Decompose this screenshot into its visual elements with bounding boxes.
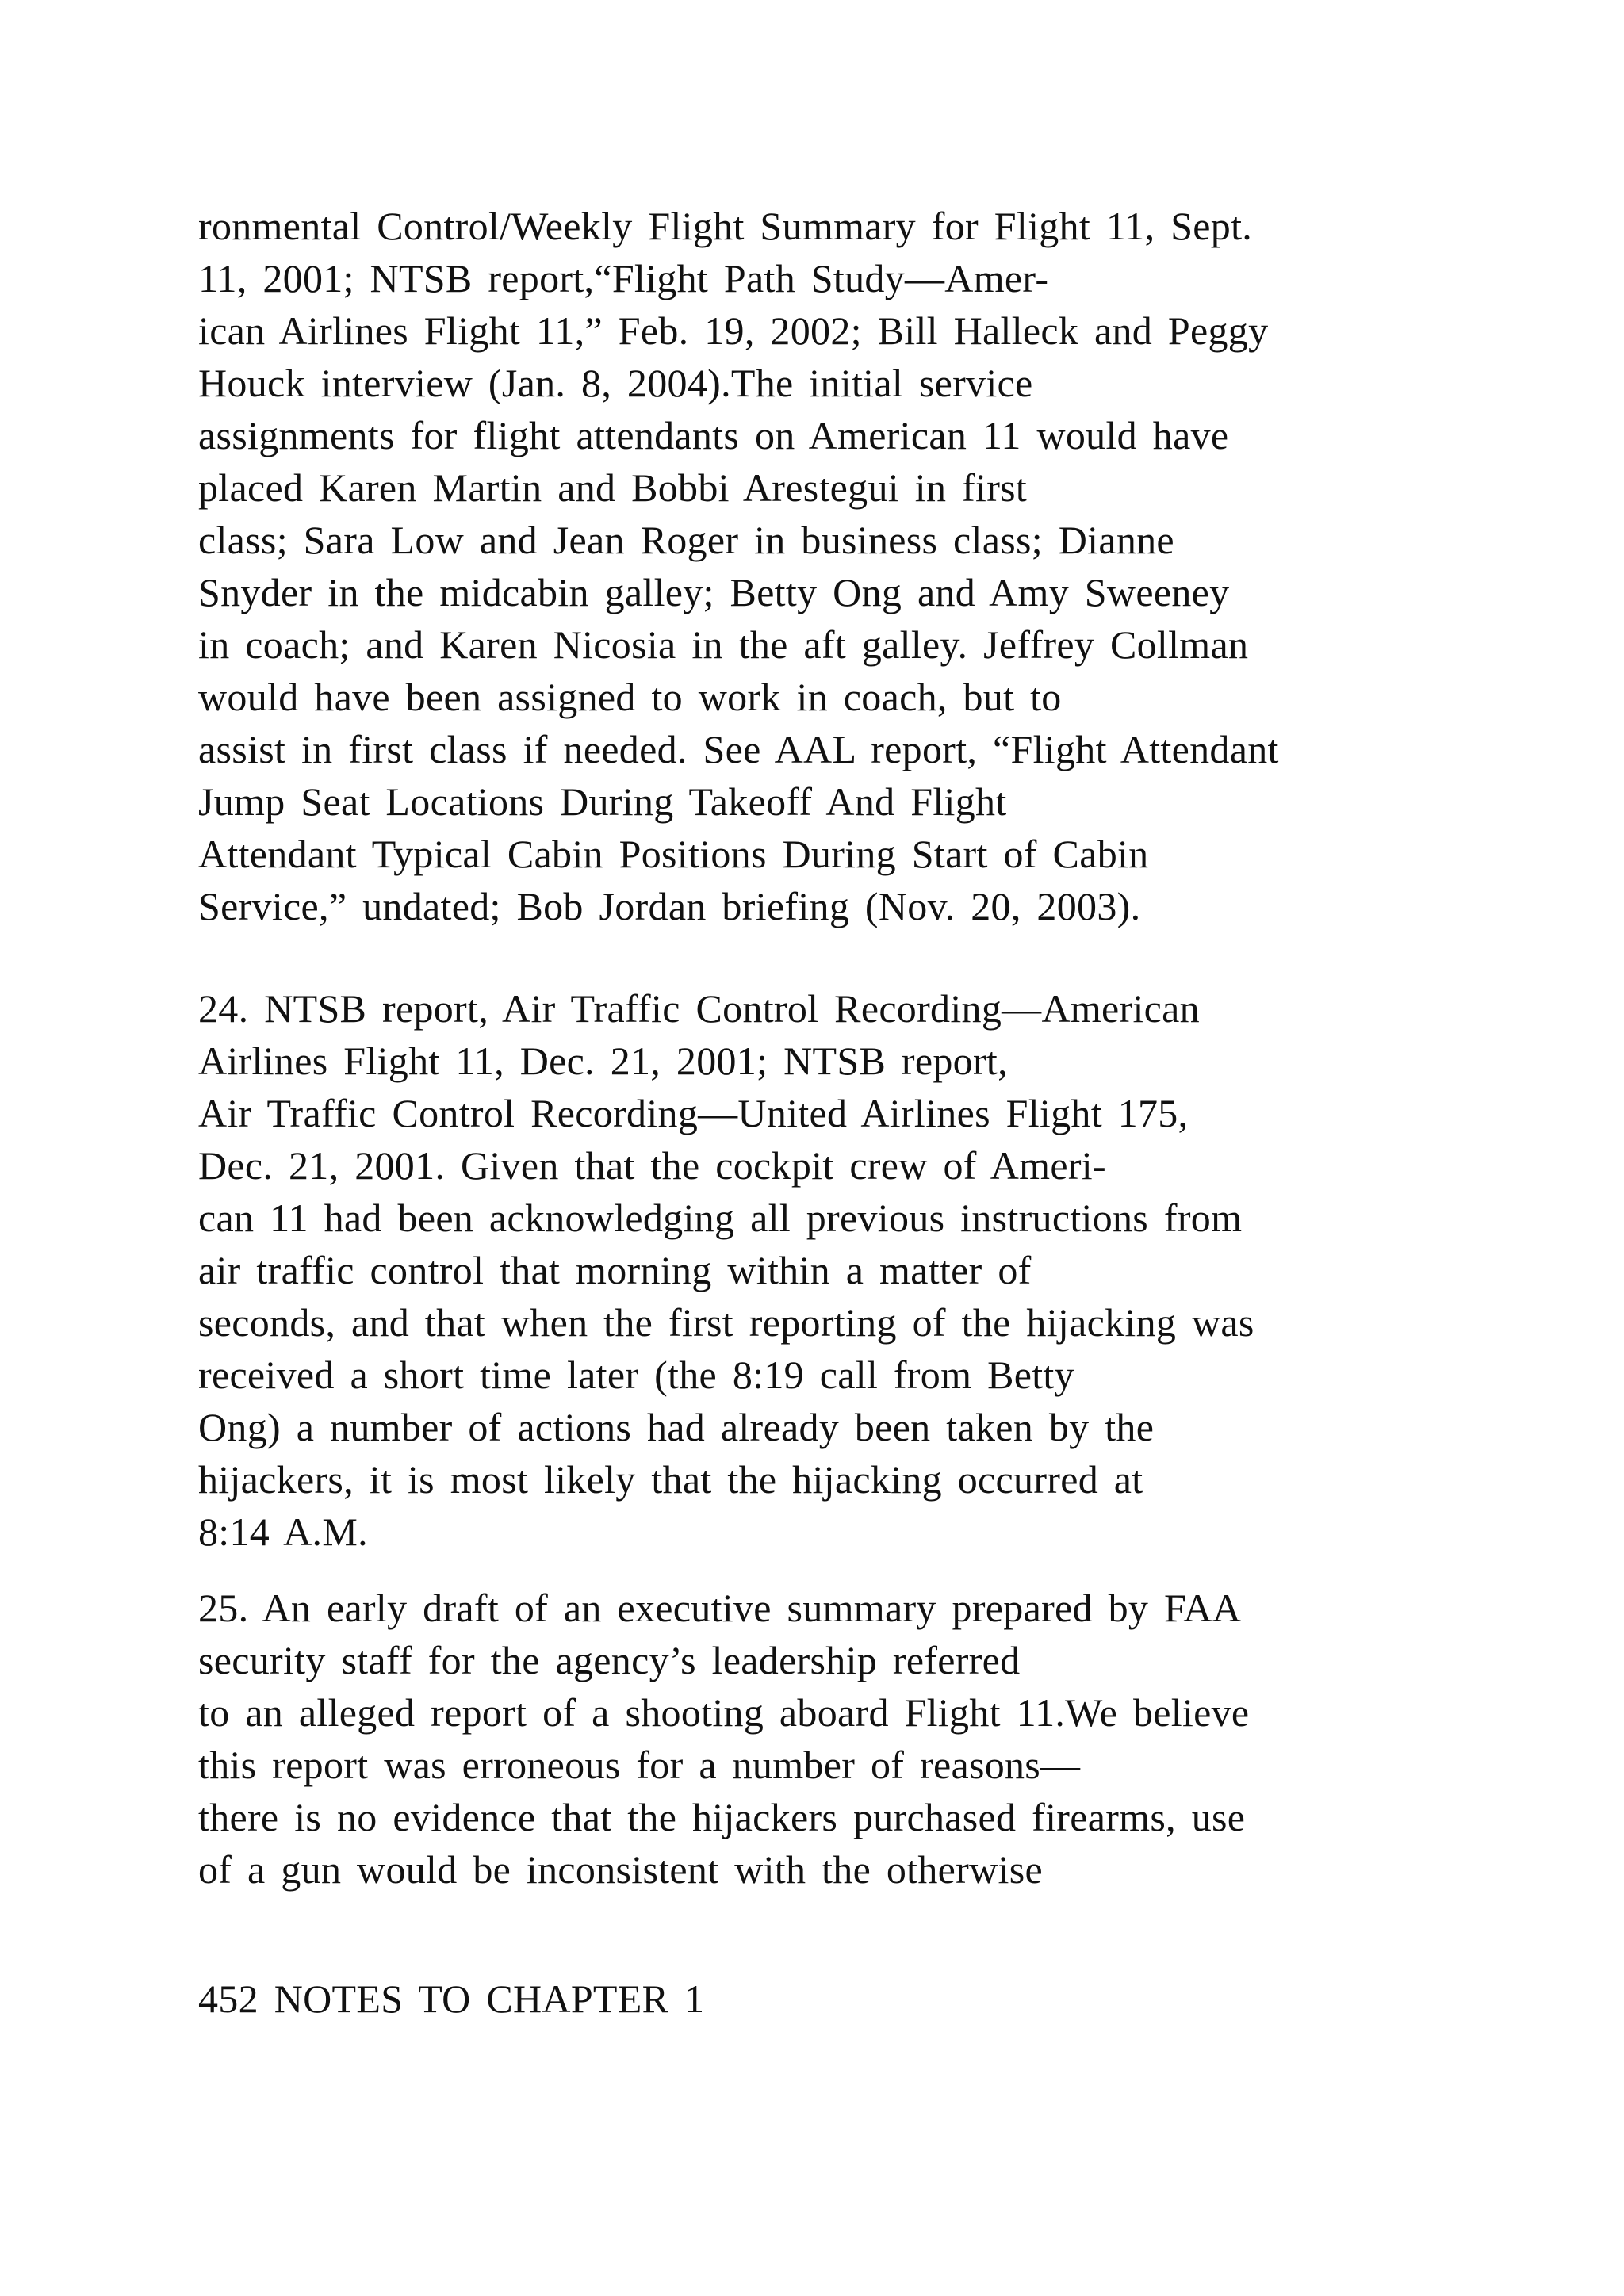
text-line: 24. NTSB report, Air Traffic Control Recording—American (198, 986, 1200, 1031)
text-line: Dec. 21, 2001. Given that the cockpit crew of Ameri- (198, 1143, 1106, 1188)
text-line: Snyder in the midcabin galley; Betty Ong and Amy Sweeney (198, 570, 1230, 614)
text-line: there is no evidence that the hijackers purchased firearms, use (198, 1795, 1246, 1839)
page-footer-text: 452 NOTES TO CHAPTER 1 (198, 1976, 705, 2021)
text-line: Attendant Typical Cabin Positions During Start of Cabin (198, 832, 1149, 876)
text-line: assist in first class if needed. See AAL report, “Flight Attendant (198, 727, 1279, 771)
text-line: 8:14 A.M. (198, 1510, 368, 1554)
text-line: can 11 had been acknowledging all previous instructions from (198, 1196, 1243, 1240)
text-line: ronmental Control/Weekly Flight Summary for Flight 11, Sept. (198, 204, 1253, 248)
text-line: security staff for the agency’s leadership referred (198, 1638, 1021, 1682)
text-line: of a gun would be inconsistent with the otherwise (198, 1847, 1043, 1892)
paragraph-notes-continued (198, 200, 1546, 932)
text-line: Houck interview (Jan. 8, 2004).The initial service (198, 361, 1033, 405)
text-line: placed Karen Martin and Bobbi Arestegui in first (198, 465, 1028, 510)
text-line: received a short time later (the 8:19 call from Betty (198, 1353, 1074, 1397)
running-footer (198, 1973, 1546, 2025)
text-line: 25. An early draft of an executive summary prepared by FAA (198, 1586, 1242, 1630)
text-line: hijackers, it is most likely that the hijacking occurred at (198, 1457, 1143, 1502)
text-line: assignments for flight attendants on American 11 would have (198, 413, 1229, 457)
text-line: would have been assigned to work in coach, but to (198, 675, 1062, 719)
text-line: Ong) a number of actions had already been taken by the (198, 1405, 1155, 1449)
note-25 (198, 1582, 1546, 1896)
text-line: ican Airlines Flight 11,” Feb. 19, 2002; Bill Halleck and Peggy (198, 308, 1269, 353)
text-line: 11, 2001; NTSB report,“Flight Path Study—Amer- (198, 256, 1049, 300)
text-line: seconds, and that when the first reporting of the hijacking was (198, 1300, 1254, 1345)
text-line: class; Sara Low and Jean Roger in business class; Dianne (198, 518, 1174, 562)
text-line: Service,” undated; Bob Jordan briefing (Nov. 20, 2003). (198, 884, 1141, 928)
text-line: Airlines Flight 11, Dec. 21, 2001; NTSB report, (198, 1039, 1008, 1083)
text-line: in coach; and Karen Nicosia in the aft galley. Jeffrey Collman (198, 622, 1249, 667)
text-line: Air Traffic Control Recording—United Airlines Flight 175, (198, 1091, 1189, 1135)
note-24 (198, 982, 1546, 1558)
text-line: air traffic control that morning within a matter of (198, 1248, 1032, 1292)
text-line: Jump Seat Locations During Takeoff And Flight (198, 779, 1007, 824)
text-line: to an alleged report of a shooting aboard Flight 11.We believe (198, 1690, 1250, 1735)
text-line: this report was erroneous for a number of reasons— (198, 1743, 1081, 1787)
